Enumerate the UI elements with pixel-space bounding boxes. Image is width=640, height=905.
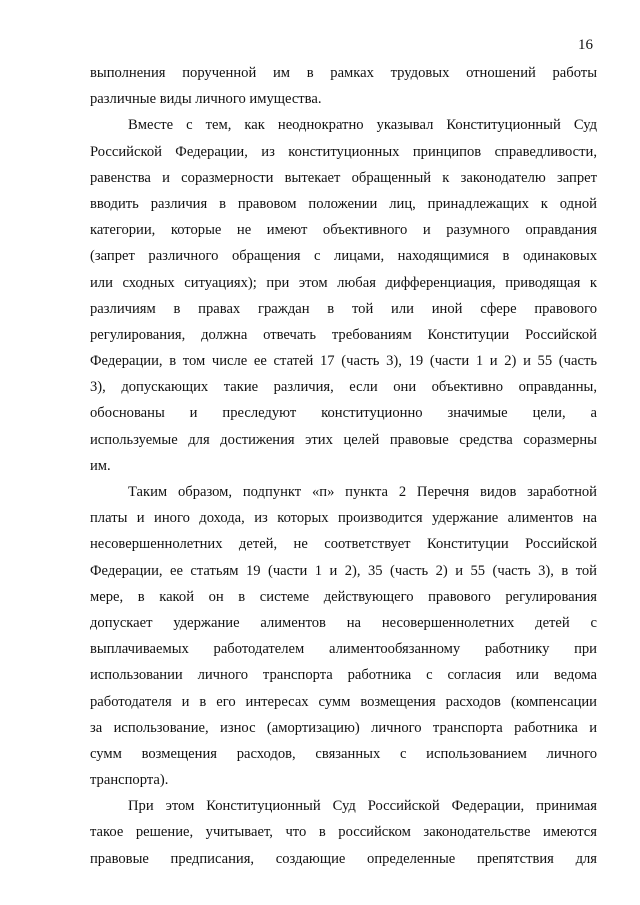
text-line: сумм возмещения расходов, связанных с использованием личного (90, 745, 597, 762)
text-line: Федерации, ее статьям 19 (части 1 и 2), 35 (часть 2) и 55 (часть 3), в той (90, 562, 597, 579)
text-line: Российской Федерации, из конституционных принципов справедливости, (90, 143, 597, 160)
text-line: Таким образом, подпункт «п» пункта 2 Перечня видов заработной (128, 484, 597, 500)
text-line: (запрет различного обращения с лицами, находящимися в одинаковых (90, 248, 597, 265)
text-line: используемые для достижения этих целей правовые средства соразмерны (90, 431, 597, 448)
text-line: Федерации, в том числе ее статей 17 (часть 3), 19 (части 1 и 2) и 55 (часть (90, 353, 597, 370)
text-line: платы и иного дохода, из которых производится удержание алиментов на (90, 510, 597, 527)
text-line: использовании личного транспорта работника с согласия или ведома (90, 667, 597, 684)
text-line: такое решение, учитывает, что в российском законодательстве имеются (90, 824, 597, 841)
text-line: 3), допускающих такие различия, если они объективно оправданны, (90, 379, 597, 396)
text-line: за использование, износ (амортизацию) личного транспорта работника и (90, 719, 597, 736)
text-line: выполнения порученной им в рамках трудовых отношений работы (90, 65, 597, 81)
text-line: равенства и соразмерности вытекает обращенный к законодателю запрет (90, 169, 597, 186)
text-line: обоснованы и преследуют конституционно значимые цели, а (90, 405, 597, 422)
text-line: им. (90, 457, 111, 474)
text-line: Вместе с тем, как неоднократно указывал Конституционный Суд (128, 117, 597, 134)
text-line: выплачиваемых работодателем алиментообязанному работнику при (90, 641, 597, 658)
body-text (90, 60, 597, 872)
text-line: или сходных ситуациях); при этом любая дифференциация, приводящая к (90, 274, 597, 291)
text-line: При этом Конституционный Суд Российской Федерации, принимая (128, 798, 597, 815)
text-line: несовершеннолетних детей, не соответствует Конституции Российской (90, 536, 597, 553)
text-line: различные виды личного имущества. (90, 91, 322, 108)
text-line: мере, в какой он в системе действующего правового регулирования (90, 588, 597, 605)
text-line: категории, которые не имеют объективного и разумного оправдания (90, 222, 597, 239)
text-line: регулирования, должна отвечать требованиям Конституции Российской (90, 326, 597, 343)
text-line: вводить различия в правовом положении лиц, принадлежащих к одной (90, 195, 597, 212)
page-number: 16 (578, 37, 593, 53)
text-line: транспорта). (90, 772, 169, 789)
text-line: различиям в правах граждан в той или иной сфере правового (90, 300, 597, 317)
text-line: допускает удержание алиментов на несовершеннолетних детей с (90, 614, 597, 631)
text-line: правовые предписания, создающие определенные препятствия для (90, 850, 597, 867)
text-line: работодателя и в его интересах сумм возмещения расходов (компенсации (90, 693, 597, 710)
